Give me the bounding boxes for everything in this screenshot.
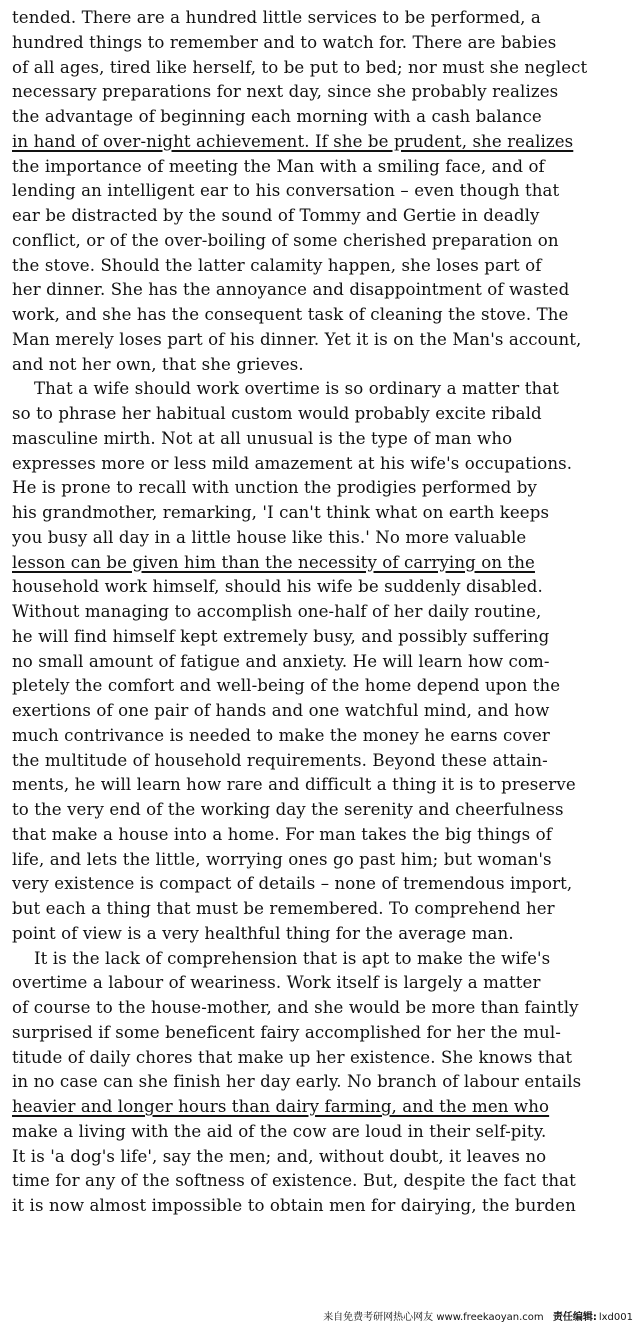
text-line: It is the lack of comprehension that is apt to make the wife's [34, 948, 551, 968]
text-line: he will find himself kept extremely busy, and possibly suffering [12, 626, 550, 646]
text-line: lending an intelligent ear to his conversation – even though that [12, 181, 560, 201]
text-line: very existence is compact of details – none of tremendous import, [12, 874, 573, 894]
text-line: the advantage of beginning each morning with a cash balance [12, 107, 542, 126]
text-line: the stove. Should the latter calamity happen, she loses part of [12, 255, 542, 275]
text-line: That a wife should work overtime is so ordinary a matter that [34, 379, 560, 399]
text-line: Without managing to accomplish one-half of her daily routine, [12, 602, 542, 621]
text-line: make a living with the aid of the cow are loud in their self-pity. [12, 1121, 547, 1141]
text-line: of course to the house-mother, and she would be more than faintly [12, 998, 579, 1017]
text-line: tended. There are a hundred little services to be performed, a [12, 8, 541, 27]
footer-editor: lxd001 [598, 1312, 633, 1323]
text-line: necessary preparations for next day, since she probably realizes [12, 82, 559, 102]
text-line: much contrivance is needed to make the money he earns cover [12, 725, 550, 745]
footer [317, 1312, 633, 1324]
text-line: so to phrase her habitual custom would probably excite ribald [12, 404, 542, 423]
text-line: in no case can she finish her day early. No branch of labour entails [12, 1072, 582, 1092]
footer-editor-label: 责任编辑: [552, 1312, 597, 1323]
text-line: you busy all day in a little house like this.' No more valuable [12, 527, 527, 547]
text-line: it is now almost impossible to obtain men for dairying, the burden [12, 1196, 576, 1215]
footer-source: 来自免费考研网热心网友 www.freekaoyan.com [323, 1312, 544, 1323]
text-line: life, and lets the little, worrying ones go past him; but woman's [12, 849, 552, 869]
text-line: of all ages, tired like herself, to be put to bed; nor must she neglect [12, 57, 588, 77]
text-line: lesson can be given him than the necessity of carrying on the [12, 552, 535, 572]
text-line: the importance of meeting the Man with a smiling face, and of [12, 156, 545, 176]
text-line: overtime a labour of weariness. Work itself is largely a matter [12, 973, 541, 993]
text-line: masculine mirth. Not at all unusual is the type of man who [12, 428, 513, 448]
text-line: ear be distracted by the sound of Tommy and Gertie in deadly [12, 206, 540, 225]
text-line: hundred things to remember and to watch for. There are babies [12, 32, 557, 52]
text-line: heavier and longer hours than dairy farming, and the men who [12, 1097, 550, 1116]
text-line: expresses more or less mild amazement at his wife's occupations. [12, 453, 573, 473]
text-line: ments, he will learn how rare and difficult a thing it is to preserve [12, 775, 576, 795]
text-line: conflict, or of the over-boiling of some cherished preparation on [12, 230, 559, 250]
text-line: his grandmother, remarking, 'I can't think what on earth keeps [12, 503, 550, 522]
page-text [12, 6, 628, 1304]
text-line: that make a house into a home. For man takes the big things of [12, 824, 552, 844]
text-line: the multitude of household requirements. Beyond these attain- [12, 750, 548, 770]
text-line: pletely the comfort and well-being of the home depend upon the [12, 676, 561, 696]
text-line: He is prone to recall with unction the prodigies performed by [12, 478, 537, 498]
text-line: point of view is a very healthful thing for the average man. [12, 923, 514, 943]
text-line: surprised if some beneficent fairy accomplished for her the mul- [12, 1022, 561, 1042]
text-line: Man merely loses part of his dinner. Yet it is on the Man's account, [12, 329, 582, 349]
text-line: in hand of over-night achievement. If she be prudent, she realizes [12, 131, 574, 151]
text-line: no small amount of fatigue and anxiety. He will learn how com- [12, 651, 550, 671]
text-line: household work himself, should his wife be suddenly disabled. [12, 577, 543, 597]
text-line: but each a thing that must be remembered. To comprehend her [12, 899, 555, 918]
text-line: exertions of one pair of hands and one watchful mind, and how [12, 701, 550, 720]
text-line: titude of daily chores that make up her existence. She knows that [12, 1047, 573, 1067]
text-line: time for any of the softness of existence. But, despite the fact that [12, 1171, 576, 1191]
text-line: her dinner. She has the annoyance and disappointment of wasted [12, 280, 570, 300]
text-line: to the very end of the working day the serenity and cheerfulness [12, 800, 564, 819]
text-line: It is 'a dog's life', say the men; and, without doubt, it leaves no [12, 1146, 547, 1166]
text-line: and not her own, that she grieves. [12, 354, 304, 374]
text-line: work, and she has the consequent task of cleaning the stove. The [12, 305, 569, 324]
